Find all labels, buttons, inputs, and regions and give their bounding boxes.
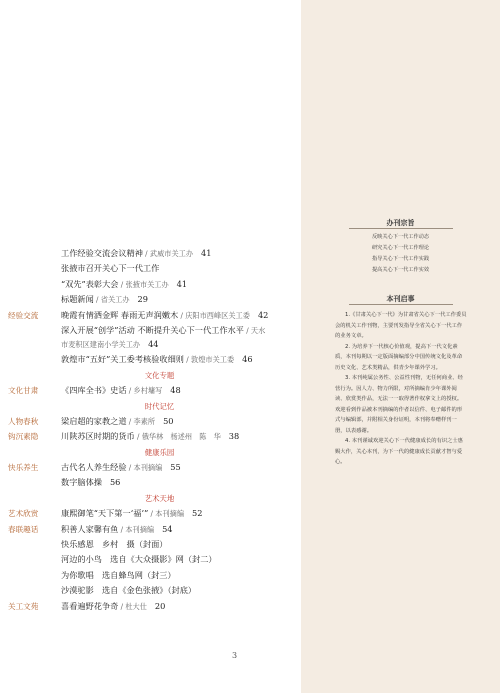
toc-author: 杜大仕 bbox=[125, 601, 147, 611]
toc-page: 54 bbox=[162, 523, 173, 534]
author-separator: / bbox=[148, 509, 156, 519]
toc-entry-text bbox=[61, 339, 159, 350]
toc-author: 省关工办 bbox=[100, 295, 130, 305]
toc-author: 李素所 bbox=[133, 416, 156, 426]
toc-entry[interactable] bbox=[8, 263, 300, 278]
toc-entry[interactable] bbox=[8, 248, 300, 263]
toc-entry-text bbox=[61, 248, 211, 259]
toc-entry[interactable] bbox=[8, 416, 300, 431]
toc-page: 55 bbox=[170, 462, 181, 473]
toc-author: 本刊摘编 bbox=[125, 524, 155, 534]
toc-entry[interactable] bbox=[8, 325, 300, 340]
toc-page: 46 bbox=[242, 354, 253, 365]
toc-page: 41 bbox=[201, 248, 212, 258]
toc-entry-text bbox=[61, 263, 159, 274]
toc-entry-text bbox=[61, 524, 173, 535]
toc-page: 52 bbox=[192, 508, 203, 519]
purpose-list bbox=[301, 232, 500, 276]
toc-entry[interactable] bbox=[8, 279, 300, 294]
toc-entry[interactable] bbox=[8, 385, 300, 400]
toc-category: 春联趣话 bbox=[8, 524, 39, 534]
toc-entry-text bbox=[61, 416, 174, 427]
author-separator: / bbox=[243, 325, 251, 335]
toc-entry-text bbox=[61, 539, 167, 550]
author-separator: / bbox=[184, 355, 191, 365]
section-heading: 艺术天地 bbox=[144, 493, 175, 503]
toc-page: 56 bbox=[109, 477, 121, 488]
toc-author: 本刊摘编 bbox=[155, 509, 185, 519]
toc-author: 武威市关工办 bbox=[149, 249, 194, 258]
toc-entry[interactable] bbox=[8, 601, 300, 616]
toc-entry-text bbox=[61, 431, 239, 442]
toc-entry[interactable] bbox=[8, 462, 300, 477]
sidebar-panel bbox=[301, 0, 500, 693]
toc-category: 关工文苑 bbox=[8, 601, 39, 611]
toc-title: 深入开展“创学”活动 不断提升关心下一代工作水平 bbox=[61, 324, 244, 335]
toc-entry-text bbox=[61, 601, 165, 612]
purpose-item: 提高关心下一代工作实效 bbox=[371, 267, 430, 273]
author-separator: / bbox=[126, 463, 134, 473]
toc-page: 48 bbox=[170, 385, 181, 396]
purpose-divider bbox=[349, 228, 453, 229]
toc-title: 喜看遍野花争奇 bbox=[61, 600, 119, 611]
purpose-title: 办刊宗旨 bbox=[386, 219, 415, 227]
toc-title: 敦煌市“五好”关工委考核验收细则 bbox=[61, 354, 184, 365]
toc-title: 沙漠驼影 选自《金色张掖》（封底） bbox=[61, 585, 197, 596]
toc-author: 庆阳市西峰区关工委 bbox=[185, 310, 250, 320]
toc-title: 梁启超的家教之道 bbox=[61, 415, 127, 426]
author-separator: / bbox=[178, 310, 186, 320]
author-separator: / bbox=[93, 295, 101, 305]
toc-category: 人物春秋 bbox=[8, 416, 39, 426]
toc-title: 积善人家馨有鱼 bbox=[61, 523, 119, 534]
toc-author: 张掖市关工办 bbox=[125, 279, 169, 289]
toc-category: 艺术欣赏 bbox=[8, 509, 39, 519]
toc-entry[interactable] bbox=[8, 294, 300, 309]
toc-entry[interactable] bbox=[8, 477, 300, 492]
toc-entry[interactable] bbox=[8, 585, 300, 600]
toc-entry-text bbox=[61, 310, 268, 321]
author-separator: / bbox=[142, 249, 150, 258]
toc-entry-text bbox=[61, 325, 265, 336]
statement-title: 本刊启事 bbox=[386, 295, 415, 303]
toc-author: 本刊摘编 bbox=[133, 463, 163, 473]
statement-paragraph: 2. 为培养下一代核心价值观，提高下一代文化素质，本刊每期以一定版面摘编部分中国传统文化及革命历史文化、艺术类精品，供青少年课外学习。 bbox=[335, 343, 463, 371]
toc-category: 快乐养生 bbox=[8, 463, 39, 473]
toc-entry-text bbox=[61, 477, 120, 488]
toc-entry[interactable] bbox=[8, 524, 300, 539]
toc-page: 38 bbox=[228, 431, 240, 442]
toc-entry[interactable] bbox=[8, 508, 300, 523]
toc-title: 数字脑体操 bbox=[61, 477, 102, 488]
toc-entry-text bbox=[61, 385, 181, 396]
toc-author: 俄华林 杨述州 陈 华 bbox=[141, 432, 221, 442]
toc-entry-text bbox=[61, 294, 148, 305]
toc-author: 天水 bbox=[250, 325, 266, 335]
toc-title: 为你歌唱 选自蜂鸟网（封三） bbox=[61, 569, 176, 580]
toc-category: 经验交流 bbox=[8, 310, 39, 320]
author-separator: / bbox=[134, 432, 142, 442]
toc-title: 川陕苏区时期的货币 bbox=[61, 431, 135, 442]
toc-entry-text bbox=[61, 462, 181, 473]
toc-title: 古代名人养生经验 bbox=[61, 462, 127, 473]
statement-text bbox=[335, 310, 467, 468]
author-separator: / bbox=[118, 279, 126, 289]
toc-category: 钩沉素隐 bbox=[8, 432, 39, 442]
toc-title: “双先”表彰大会 bbox=[61, 278, 119, 289]
toc-entry[interactable] bbox=[8, 310, 300, 325]
toc-entry-text bbox=[61, 570, 176, 581]
toc-page: 29 bbox=[137, 294, 148, 305]
toc-entry-text bbox=[61, 354, 253, 365]
toc-entry[interactable] bbox=[8, 340, 300, 354]
toc-title: 工作经验交流会议精神 bbox=[61, 248, 143, 258]
purpose-item: 反映关心下一代工作动态 bbox=[371, 234, 430, 240]
author-separator: / bbox=[118, 601, 126, 611]
statement-divider bbox=[349, 304, 453, 305]
author-separator: / bbox=[126, 416, 134, 426]
toc-title: 标题新闻 bbox=[61, 294, 94, 305]
toc-author: 敦煌市关工委 bbox=[191, 355, 235, 365]
page-number: 3 bbox=[232, 651, 238, 660]
purpose-item: 研究关心下一代工作理论 bbox=[371, 245, 430, 251]
purpose-item: 指导关心下一代工作实践 bbox=[371, 256, 430, 262]
toc-title: 康熙御笔“天下第一‘福’” bbox=[61, 508, 149, 519]
statement-paragraph: 3. 本刊纯属公务性、公益性刊物，无任何商业、经营行为。因人力、物力所限，对所摘编肯少年课外阅读、欣赏类作品，无法一一取得著作权拿文上的授权。欢迎看到作品被本刊摘编的作者以信件、电子邮件的形式与编辑部，并附相关身份证明，本刊将奉赠样刊一册，以表感谢。 bbox=[335, 375, 463, 434]
toc-title: 晚霞有情洒金辉 春雨无声润嫩木 bbox=[61, 309, 179, 320]
toc-page: 50 bbox=[163, 415, 174, 426]
statement-paragraph: 1.《甘肃关心下一代》为甘肃省关心下一代工作委员会的机关工作刊物，主要刊发指导全省关心下一代工作的业务文章。 bbox=[335, 312, 467, 339]
toc-entry-text bbox=[61, 279, 187, 290]
toc-title: 张掖市召开关心下一代工作 bbox=[61, 263, 160, 274]
toc-title: 快乐感恩 乡村 摄（封面） bbox=[61, 539, 168, 550]
toc-entry-text bbox=[61, 554, 217, 565]
toc-author: 市麦积区建南小学关工办 bbox=[61, 340, 141, 350]
toc-page: 20 bbox=[154, 600, 166, 611]
toc-author: 乡村墉写 bbox=[133, 386, 163, 396]
toc-title: 河边的小鸟 选自《大众摄影》网（封二） bbox=[61, 554, 217, 565]
section-heading: 时代记忆 bbox=[144, 401, 175, 411]
section-heading: 健康乐园 bbox=[144, 447, 175, 457]
toc-page: 42 bbox=[257, 309, 269, 320]
toc-entry[interactable] bbox=[8, 570, 300, 585]
toc-entry[interactable] bbox=[8, 554, 300, 569]
author-separator: / bbox=[118, 524, 126, 534]
table-of-contents bbox=[8, 248, 300, 616]
toc-entry-text bbox=[61, 585, 196, 596]
toc-entry-text bbox=[61, 508, 202, 519]
toc-entry[interactable] bbox=[8, 354, 300, 369]
toc-category: 文化甘肃 bbox=[8, 386, 39, 396]
section-heading: 文化专题 bbox=[144, 370, 175, 380]
toc-title: 《四库全书》史话 bbox=[61, 385, 127, 396]
toc-page: 41 bbox=[176, 278, 188, 289]
toc-page: 44 bbox=[148, 339, 159, 350]
statement-paragraph: 4. 本刊谨诚欢迎关心下一代健康成长的有识之士惠赐大作，关心本刊，为下一代的健康成长贡献才智与爱心。 bbox=[335, 438, 463, 465]
author-separator: / bbox=[126, 386, 134, 396]
toc-entry[interactable] bbox=[8, 539, 300, 554]
toc-entry[interactable] bbox=[8, 431, 300, 446]
